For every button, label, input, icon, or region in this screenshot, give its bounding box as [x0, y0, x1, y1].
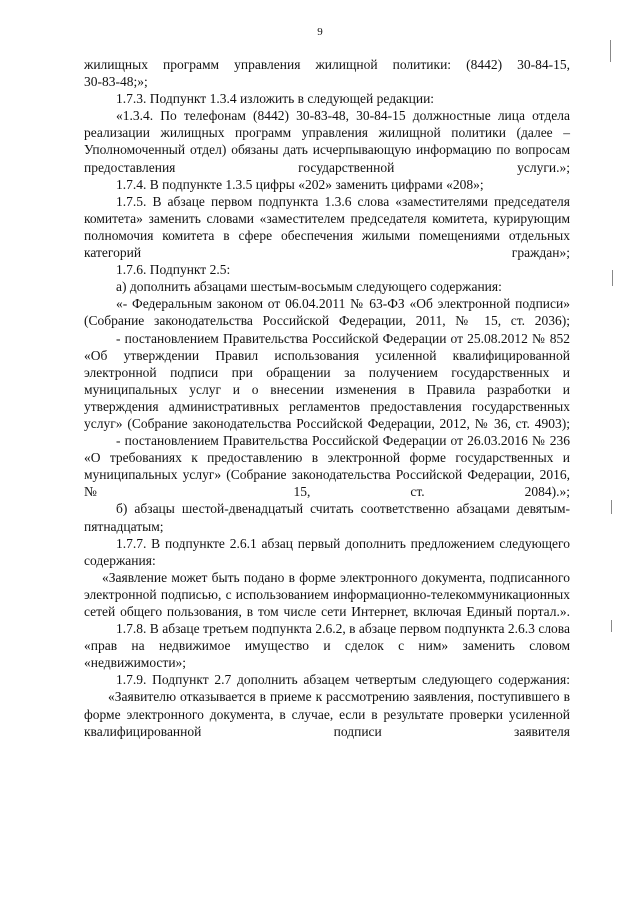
paragraph: 1.7.6. Подпункт 2.5: — [116, 262, 231, 278]
paragraph: 1.7.8. В абзаце третьем подпункта 2.6.2, в абзаце первом подпункта 2.6.3 слова «прав на недвижимое имущество и сделок с ним» заменить словом «недвижимости»; — [84, 621, 570, 671]
paragraph: «1.3.4. По телефонам (8442) 30-83-48, 30-84-15 должностные лица отдела реализации жилищных программ управления жилищной политики (далее – Уполномоченный отдел) обязаны дать исчерпывающую информацию по вопросам предоставления государственной услуги.»; — [84, 108, 570, 175]
paragraph: «Заявителю отказывается в приеме к рассмотрению заявления, поступившего в форме электронного документа, в случае, если в результате проверки усиленной квалифицированной подписи заявителя — [84, 689, 570, 739]
paragraph: «- Федеральным законом от 06.04.2011 № 63-ФЗ «Об электронной подписи» (Собрание законодательства Российской Федерации, 2011, № 15, ст. 2036); — [84, 296, 570, 329]
scan-mark — [610, 40, 611, 62]
paragraph: - постановлением Правительства Российской Федерации от 25.08.2012 № 852 «Об утверждении Правил использования усиленной квалифицированной электронной подписи при обращении за получением государственных и муниципальных услуг и о внесении изменения в Правила разработки и утверждения административных регламентов предоставления государственных услуг» (Собрание законодательства Российской Федерации, 2012, № 36, ст. 4903); — [84, 330, 570, 431]
paragraph: 1.7.7. В подпункте 2.6.1 абзац первый дополнить предложением следующего содержания: — [84, 535, 570, 568]
paragraph: - постановлением Правительства Российской Федерации от 26.03.2016 № 236 «О требованиях к предоставлению в электронной форме государственных и муниципальных услуг» (Собрание законодательства Российской Федерации, 2016, № 15, ст. 2084).»; — [84, 433, 570, 500]
paragraph: 1.7.5. В абзаце первом подпункта 1.3.6 слова «заместителями председателя комитета» заменить словами «заместителем председателя комитета, курирующим полномочия комитета в сфере обеспечения жилыми помещениями отдельных категорий граждан»; — [84, 193, 570, 261]
paragraph: 1.7.4. В подпункте 1.3.5 цифры «202» заменить цифрами «208»; — [116, 176, 484, 192]
paragraph: 30-83-48;»; — [84, 74, 148, 90]
paragraph: 1.7.3. Подпункт 1.3.4 изложить в следующей редакции: — [116, 91, 435, 107]
document-body — [84, 56, 570, 740]
paragraph: 1.7.9. Подпункт 2.7 дополнить абзацем четвертым следующего содержания: — [116, 672, 570, 688]
paragraph: а) дополнить абзацами шестым-восьмым следующего содержания: — [116, 279, 502, 295]
paragraph: жилищных программ управления жилищной политики: (8442) 30-84-15, — [84, 57, 570, 72]
scan-mark — [611, 620, 612, 632]
scan-mark — [611, 500, 612, 514]
paragraph: б) абзацы шестой-двенадцатый считать соответственно абзацами девятым-пятнадцатым; — [84, 501, 570, 534]
scan-mark — [612, 270, 613, 286]
paragraph: «Заявление может быть подано в форме электронного документа, подписанного электронной подписью, с использованием информационно-телекоммуникационных сетей общего пользования, в том числе сети Интернет, включая Единый портал.». — [84, 569, 570, 619]
page-number: 9 — [317, 26, 323, 38]
